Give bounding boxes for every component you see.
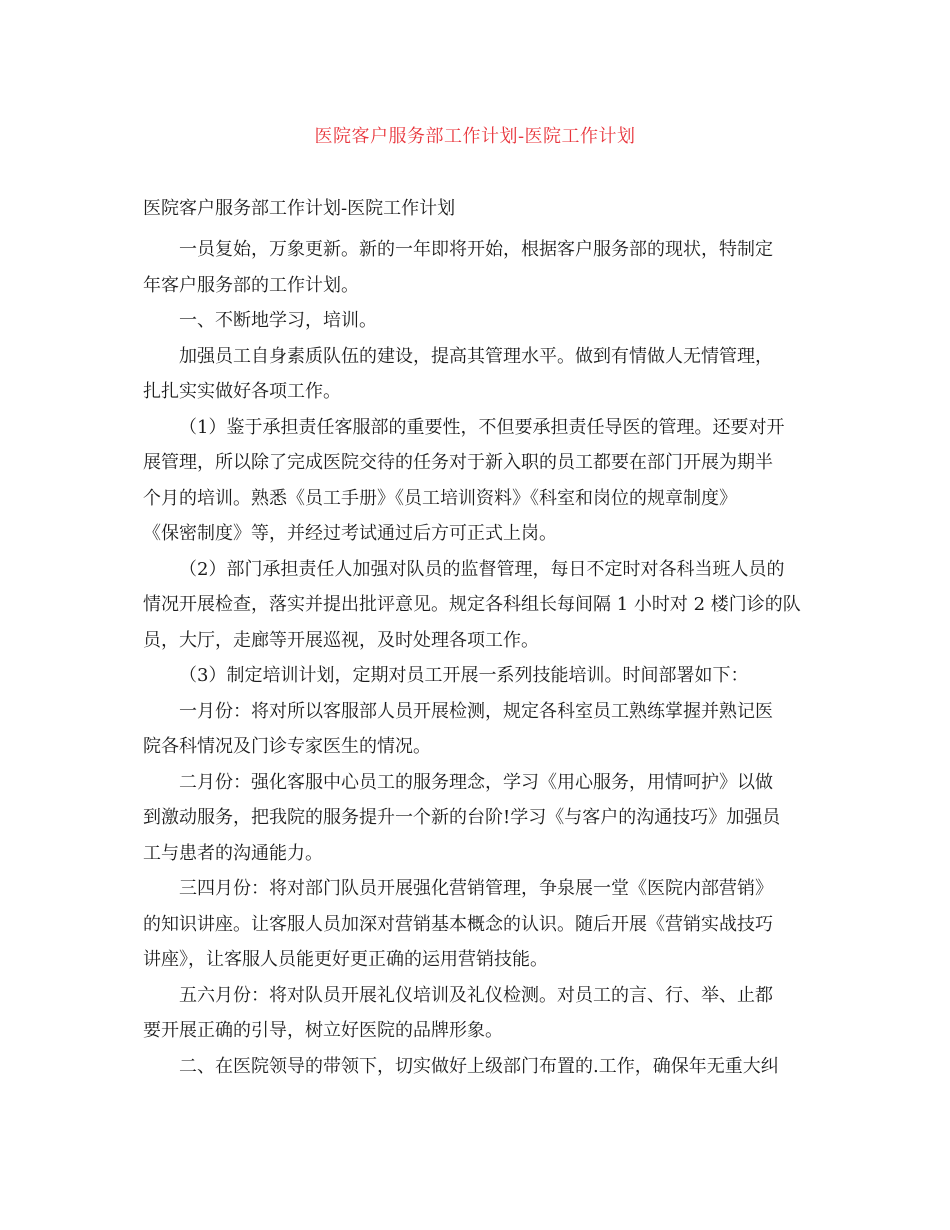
- paragraph-line: 到激动服务，把我院的服务提升一个新的台阶!学习《与客户的沟通技巧》加强员: [143, 807, 781, 828]
- paragraph-line: 加强员工自身素质队伍的建设，提高其管理水平。做到有情做人无情管理，: [179, 345, 773, 367]
- paragraph-line: 讲座》，让客服人员能更好更正确的运用营销技能。: [143, 949, 548, 970]
- paragraph-line: 要开展正确的引导，树立好医院的品牌形象。: [143, 1020, 503, 1041]
- paragraph-line: 二月份：强化客服中心员工的服务理念，学习《用心服务，用情呵护》以做: [179, 771, 773, 793]
- paragraph-line: 五六月份：将对队员开展礼仪培训及礼仪检测。对员工的言、行、举、止都: [179, 984, 773, 1006]
- document-body: [143, 196, 808, 1084]
- paragraph-line: 员，大厅，走廊等开展巡视，及时处理各项工作。: [143, 629, 539, 651]
- paragraph-line: 工与患者的沟通能力。: [143, 842, 323, 864]
- paragraph-line: 的知识讲座。让客服人员加深对营销基本概念的认识。随后开展《营销实战技巧: [143, 913, 773, 935]
- paragraph-line: 《保密制度》等，并经过考试通过后方可正式上岗。: [143, 523, 557, 544]
- section-heading: 一、不断地学习，培训。: [179, 310, 377, 331]
- paragraph-line: 年客户服务部的工作计划。: [143, 274, 359, 296]
- paragraph-line: 三四月份：将对部门队员开展强化营销管理，争泉展一堂《医院内部营销》: [179, 878, 773, 899]
- document-subtitle: 医院客户服务部工作计划-医院工作计划: [143, 198, 456, 219]
- paragraph-line: （2）部门承担责任人加强对队员的监督管理，每日不定时对各科当班人员的: [179, 558, 785, 580]
- paragraph-line: 院各科情况及门诊专家医生的情况。: [143, 736, 431, 757]
- paragraph-line: 个月的培训。熟悉《员工手册》《员工培训资料》《科室和岗位的规章制度》: [143, 487, 737, 509]
- paragraph-line: 展管理，所以除了完成医院交待的任务对于新入职的员工都要在部门开展为期半: [143, 452, 773, 473]
- paragraph-line: （3）制定培训计划，定期对员工开展一系列技能培训。时间部署如下：: [179, 665, 749, 686]
- section-heading: 二、在医院领导的带领下，切实做好上级部门布置的.工作，确保年无重大纠: [179, 1055, 779, 1077]
- document-title: 医院客户服务部工作计划-医院工作计划: [314, 126, 636, 147]
- paragraph-line: 一员复始，万象更新。新的一年即将开始，根据客户服务部的现状，特制定: [179, 239, 773, 260]
- paragraph-line: 扎扎实实做好各项工作。: [143, 381, 341, 402]
- paragraph-line: 情况开展检查，落实并提出批评意见。规定各科组长每间隔 1 小时对 2 楼门诊的队: [143, 594, 801, 615]
- paragraph-line: 一月份：将对所以客服部人员开展检测，规定各科室员工熟练掌握并熟记医: [179, 700, 773, 722]
- paragraph-line: （1）鉴于承担责任客服部的重要性，不但要承担责任导医的管理。还要对开: [179, 416, 785, 438]
